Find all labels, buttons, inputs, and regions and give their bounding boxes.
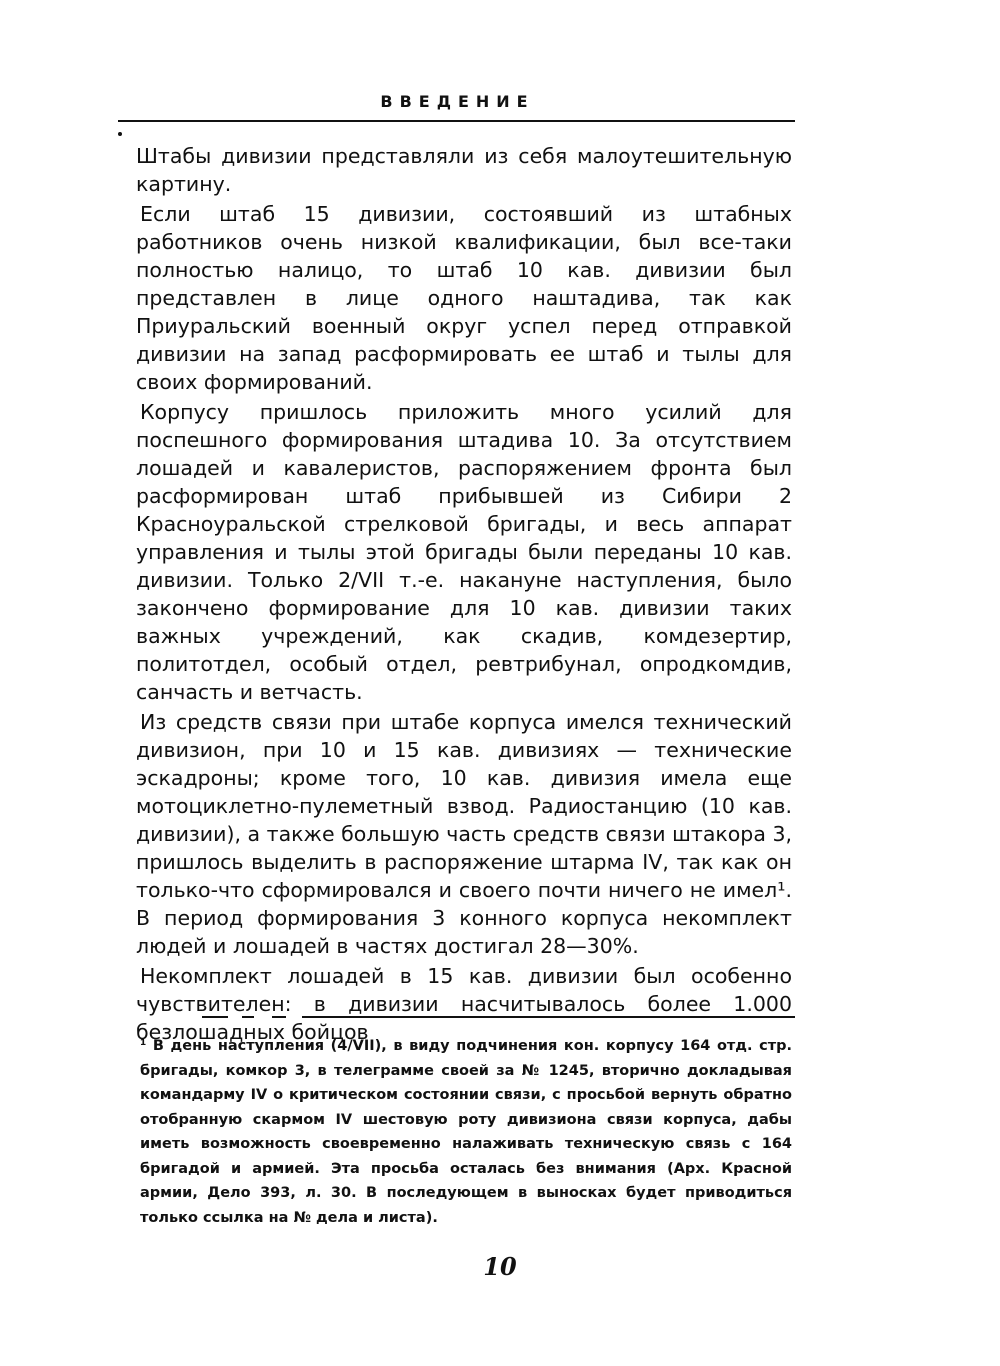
footnote-separator	[202, 1016, 795, 1020]
paragraph-3: Корпусу пришлось приложить много усилий для поспешного формирования штадива 10. За отсутствием лошадей и кавалеристов, распоряжением фронта был расформирован штаб прибывшей из Сибири 2 Красноуральской стрелковой бригады, и весь аппарат управления и тылы этой бригады были переданы 10 кав. дивизии. Только 2/VII т.-е. накануне наступления, было закончено формирование для 10 кав. дивизии таких важных учреждений, как скадив, комдезертир, политотдел, особый отдел, ревтрибунал, опродкомдив, санчасть и ветчасть.	[136, 400, 792, 704]
header-rule	[118, 120, 795, 122]
paragraph-2: Если штаб 15 дивизии, состоявший из штабных работников очень низкой квалификации, был все-таки полностью налицо, то штаб 10 кав. дивизии был представлен в лице одного наштадива, так как Приуральский военный округ успел перед отправкой дивизии на запад расформировать ее штаб и тылы для своих формирований.	[136, 202, 792, 394]
running-header: ВВЕДЕНИЕ	[380, 92, 535, 111]
paragraph-4: Из средств связи при штабе корпуса имелся технический дивизион, при 10 и 15 кав. дивизиях — технические эскадроны; кроме того, 10 кав. дивизия имела еще мотоциклетно-пулеметный взвод. Радиостанцию (10 кав. дивизии), а также большую часть средств связи штакора 3, пришлось выделить в распоряжение штарма IV, так как он только-что сформировался и своего почти ничего не имел¹. В период формирования 3 конного корпуса некомплект людей и лошадей в частях достигал 28—30%.	[136, 710, 792, 958]
main-text	[136, 142, 792, 1048]
paragraph-1: Штабы дивизии представляли из себя малоутешительную картину.	[136, 144, 792, 196]
page-number: 10	[483, 1252, 517, 1281]
paragraph-5: Некомплект лошадей в 15 кав. дивизии был особенно чувствителен: в дивизии насчитывалось более 1.000 безлошадных бойцов	[136, 964, 792, 1044]
margin-dot	[118, 132, 122, 136]
footnote: ¹ В день наступления (4/VII), в виду подчинения кон. корпусу 164 отд. стр. бригады, комкор 3, в телеграмме своей за № 1245, вторично докладывая командарму IV о критическом состоянии связи, с просьбой вернуть обратно отобранную скармом IV шестовую роту дивизиона связи корпуса, дабы иметь возможность своевременно налаживать техническую связь с 164 бригадой и армией. Эта просьба осталась без внимания (Арх. Красной армии, Дело 393, л. 30. В последующем в выносках будет приводиться только ссылка на № дела и листа).	[140, 1038, 792, 1226]
